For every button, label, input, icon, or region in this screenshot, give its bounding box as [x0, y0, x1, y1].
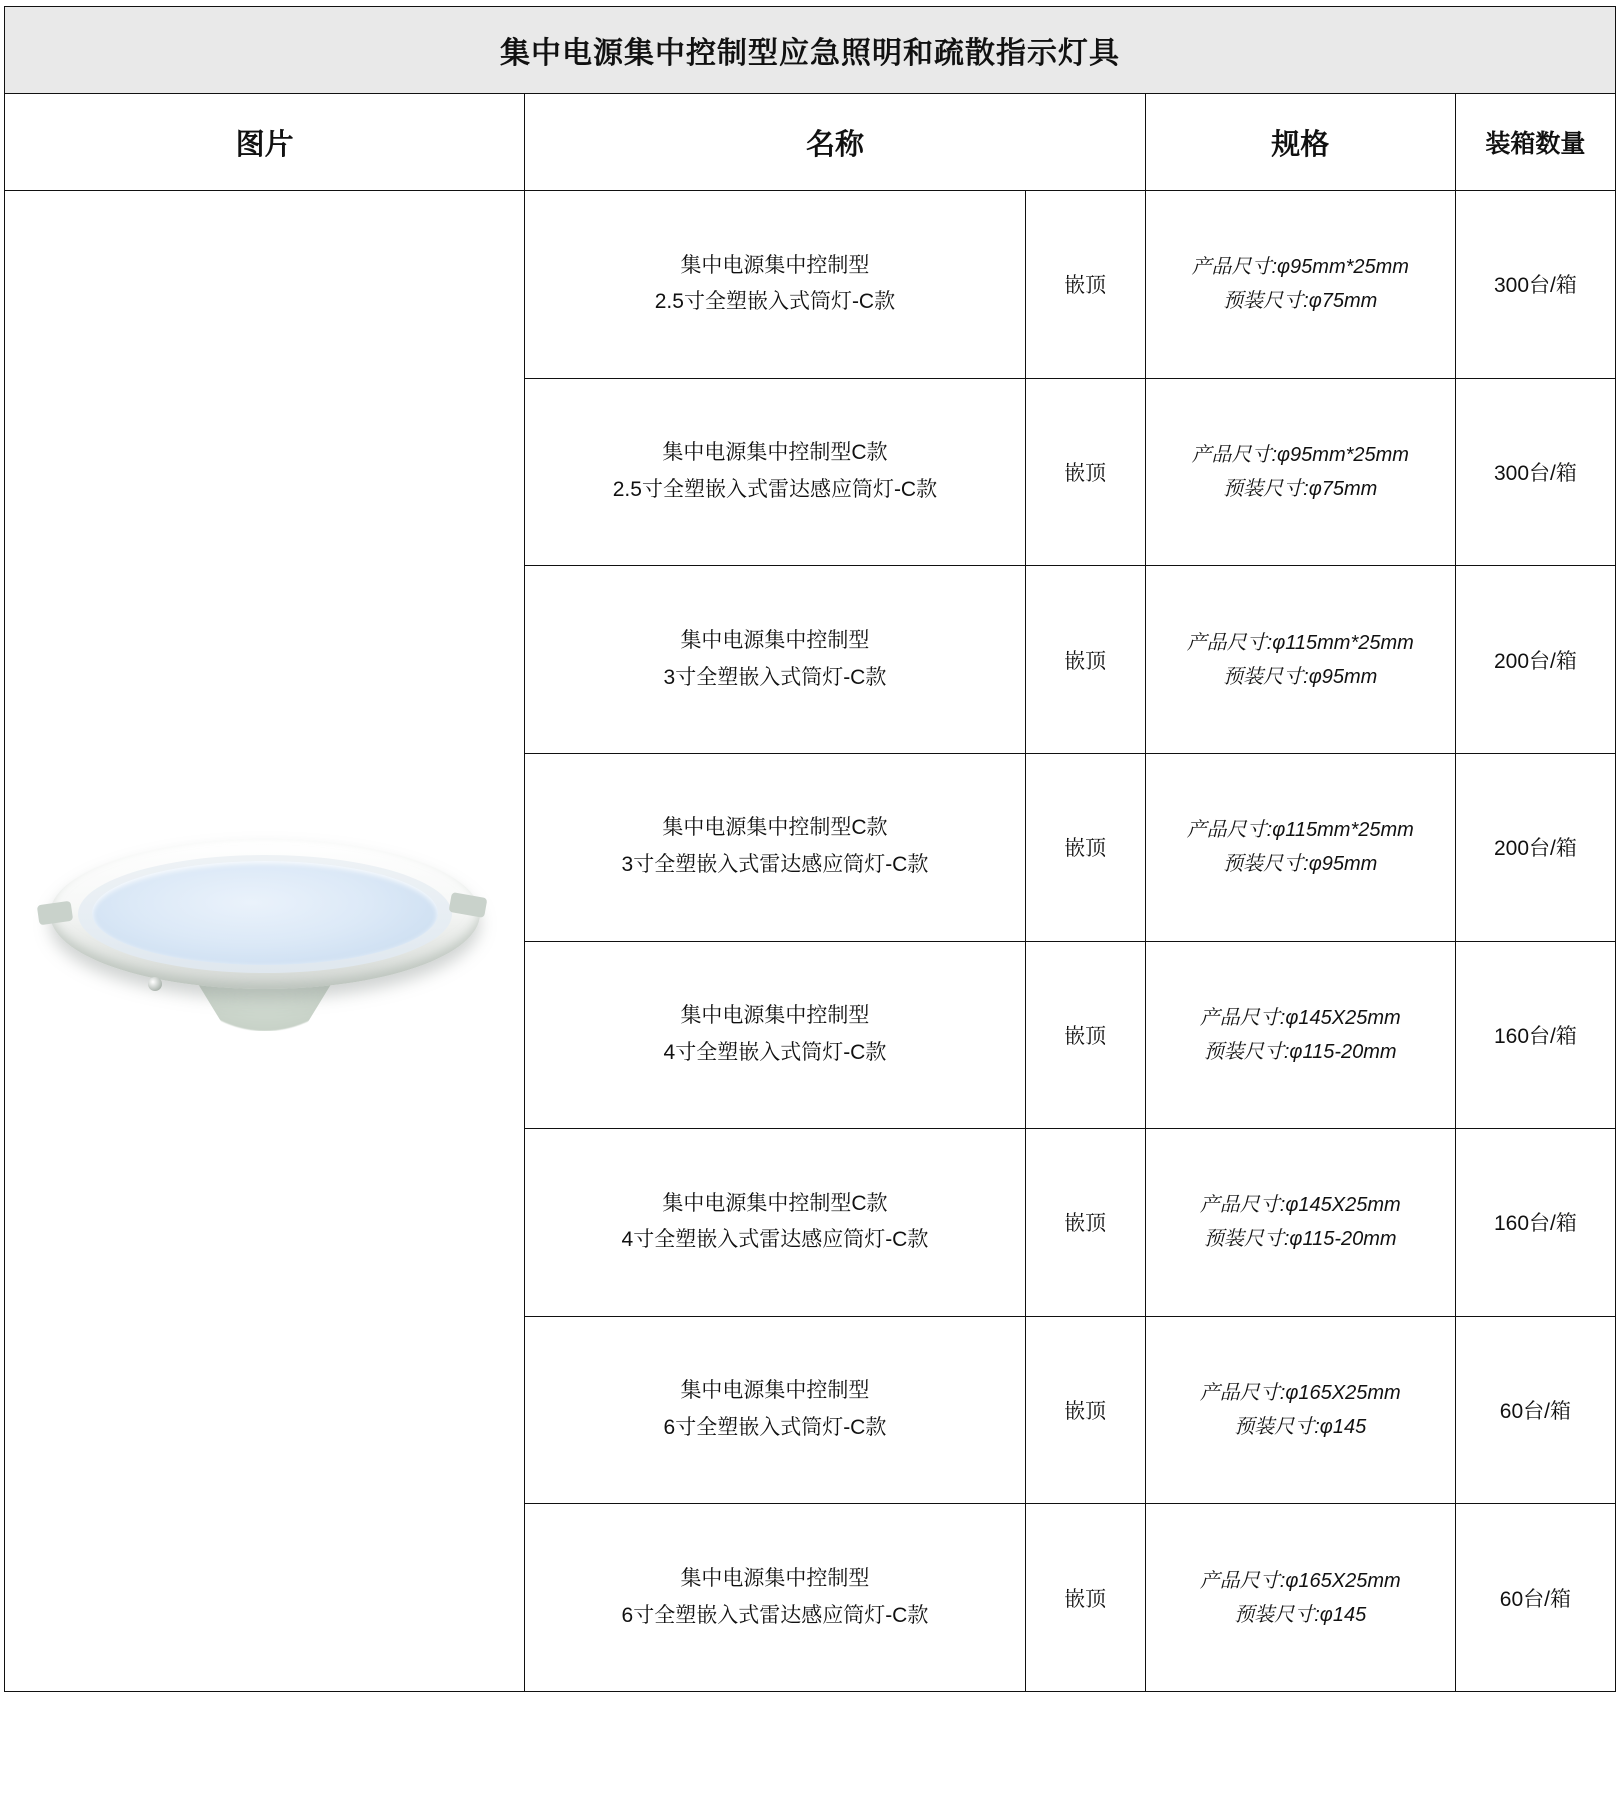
product-spec: [1145, 753, 1455, 941]
product-spec: [1145, 1504, 1455, 1692]
product-qty: 160台/箱: [1455, 941, 1615, 1129]
downlight-diffuser: [92, 861, 438, 965]
product-qty: 60台/箱: [1455, 1504, 1615, 1692]
product-spec-line2: 预装尺寸:φ95mm: [1223, 665, 1378, 688]
product-spec-line1: 产品尺寸:φ115mm*25mm: [1186, 631, 1414, 654]
product-mount-type: 嵌顶: [1025, 1129, 1145, 1317]
product-mount-type: 嵌顶: [1025, 1316, 1145, 1504]
product-mount-type: 嵌顶: [1025, 753, 1145, 941]
product-qty: 200台/箱: [1455, 753, 1615, 941]
product-name-line2: 2.5寸全塑嵌入式雷达感应筒灯-C款: [612, 477, 938, 501]
product-name-line1: 集中电源集中控制型: [680, 1379, 870, 1403]
product-spec-line2: 预装尺寸:φ115-20mm: [1203, 1040, 1397, 1063]
product-name-line2: 6寸全塑嵌入式筒灯-C款: [663, 1416, 887, 1440]
product-name-line1: 集中电源集中控制型C款: [662, 1191, 888, 1215]
product-spec-line1: 产品尺寸:φ95mm*25mm: [1191, 443, 1409, 466]
product-spec-line2: 预装尺寸:φ145: [1234, 1416, 1367, 1439]
product-spec-line1: 产品尺寸:φ165X25mm: [1199, 1569, 1401, 1592]
product-spec: [1145, 191, 1455, 379]
product-name: [525, 753, 1025, 941]
product-spec-line1: 产品尺寸:φ145X25mm: [1199, 1006, 1401, 1029]
product-spec-line2: 预装尺寸:φ115-20mm: [1203, 1228, 1397, 1251]
product-name-line2: 6寸全塑嵌入式雷达感应筒灯-C款: [621, 1603, 929, 1627]
product-spec-line2: 预装尺寸:φ95mm: [1223, 853, 1378, 876]
product-name-line1: 集中电源集中控制型C款: [662, 441, 888, 465]
product-spec-line1: 产品尺寸:φ115mm*25mm: [1186, 819, 1414, 842]
product-spec-line2: 预装尺寸:φ145: [1234, 1603, 1367, 1626]
product-qty: 300台/箱: [1455, 191, 1615, 379]
product-name: [525, 1129, 1025, 1317]
column-header-image: 图片: [5, 94, 525, 191]
product-name: [525, 941, 1025, 1129]
product-qty: 200台/箱: [1455, 566, 1615, 754]
product-name: [525, 1504, 1025, 1692]
column-header-spec: 规格: [1145, 94, 1455, 191]
product-spec-table: [4, 6, 1616, 1692]
product-name-line1: 集中电源集中控制型: [680, 628, 870, 652]
product-mount-type: 嵌顶: [1025, 378, 1145, 566]
product-name-line1: 集中电源集中控制型: [680, 253, 870, 277]
product-spec: [1145, 1129, 1455, 1317]
column-header-qty: 装箱数量: [1455, 94, 1615, 191]
product-spec-line2: 预装尺寸:φ75mm: [1223, 290, 1378, 313]
product-name: [525, 378, 1025, 566]
downlight-illustration: [30, 811, 500, 1071]
product-spec: [1145, 941, 1455, 1129]
product-image-cell: [5, 191, 525, 1692]
product-name-line2: 3寸全塑嵌入式雷达感应筒灯-C款: [621, 853, 929, 877]
product-name-line2: 4寸全塑嵌入式雷达感应筒灯-C款: [621, 1228, 929, 1252]
column-header-name: 名称: [525, 94, 1145, 191]
product-name-line2: 2.5寸全塑嵌入式筒灯-C款: [654, 290, 896, 314]
product-spec-line1: 产品尺寸:φ95mm*25mm: [1191, 256, 1409, 279]
product-qty: 60台/箱: [1455, 1316, 1615, 1504]
product-name: [525, 1316, 1025, 1504]
product-qty: 160台/箱: [1455, 1129, 1615, 1317]
product-name-line2: 4寸全塑嵌入式筒灯-C款: [663, 1040, 887, 1064]
product-name-line1: 集中电源集中控制型: [680, 1004, 870, 1028]
product-spec-line1: 产品尺寸:φ145X25mm: [1199, 1194, 1401, 1217]
product-mount-type: 嵌顶: [1025, 191, 1145, 379]
document-title: 集中电源集中控制型应急照明和疏散指示灯具: [5, 7, 1616, 94]
table-title-row: [5, 7, 1616, 94]
product-spec-line2: 预装尺寸:φ75mm: [1223, 477, 1378, 500]
product-qty: 300台/箱: [1455, 378, 1615, 566]
product-name: [525, 191, 1025, 379]
table-header-row: [5, 94, 1616, 191]
recessed-downlight-photo: [5, 191, 524, 1691]
product-mount-type: 嵌顶: [1025, 1504, 1145, 1692]
document-page: [0, 6, 1620, 1794]
product-mount-type: 嵌顶: [1025, 566, 1145, 754]
table-row: [5, 191, 1616, 379]
product-spec: [1145, 566, 1455, 754]
product-spec: [1145, 378, 1455, 566]
product-name-line2: 3寸全塑嵌入式筒灯-C款: [663, 665, 887, 689]
product-spec: [1145, 1316, 1455, 1504]
product-name-line1: 集中电源集中控制型: [680, 1566, 870, 1590]
product-name-line1: 集中电源集中控制型C款: [662, 816, 888, 840]
product-mount-type: 嵌顶: [1025, 941, 1145, 1129]
product-name: [525, 566, 1025, 754]
downlight-screw: [148, 977, 162, 991]
product-spec-line1: 产品尺寸:φ165X25mm: [1199, 1382, 1401, 1405]
